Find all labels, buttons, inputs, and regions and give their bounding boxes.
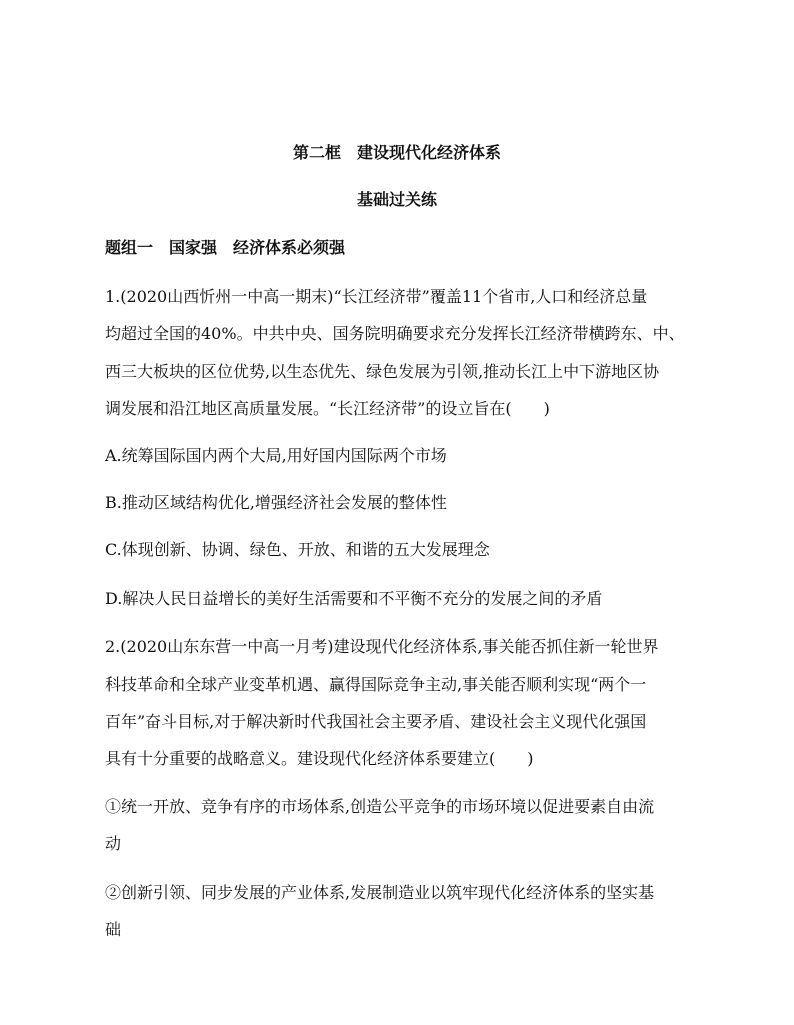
question-stem-line: 百年”奋斗目标,对于解决新时代我国社会主要矛盾、建设社会主义现代化强国 (105, 712, 647, 731)
question-stem-line: 1.(2020山西忻州一中高一期末)“长江经济带”覆盖11个省市,人口和经济总量 (105, 287, 648, 306)
statement-1-continuation: 动 (105, 834, 122, 853)
option-d: D.解决人民日益增长的美好生活需要和不平衡不充分的发展之间的矛盾 (105, 589, 603, 608)
question-stem-line: 科技革命和全球产业变革机遇、赢得国际竞争主动,事关能否顺利实现“两个一 (105, 675, 647, 694)
option-c: C.体现创新、协调、绿色、开放、和谐的五大发展理念 (105, 540, 490, 559)
statement-1: ①统一开放、竞争有序的市场体系,创造公平竞争的市场环境以促进要素自由流 (105, 797, 655, 816)
question-stem-line: 均超过全国的40%。中共中央、国务院明确要求充分发挥长江经济带横跨东、中、 (105, 324, 685, 343)
question-stem-line: 调发展和沿江地区高质量发展。“长江经济带”的设立旨在( ) (105, 399, 550, 418)
option-a: A.统筹国际国内两个大局,用好国内国际两个市场 (105, 446, 447, 465)
option-b: B.推动区域结构优化,增强经济社会发展的整体性 (105, 493, 447, 512)
statement-2-continuation: 础 (105, 920, 122, 939)
statement-2: ②创新引领、同步发展的产业体系,发展制造业以筑牢现代化经济体系的坚实基 (105, 883, 655, 902)
section-subtitle: 基础过关练 (356, 190, 437, 209)
page-title: 第二框 建设现代化经济体系 (292, 143, 501, 162)
question-stem-line: 西三大板块的区位优势,以生态优先、绿色发展为引领,推动长江上中下游地区协 (105, 362, 660, 381)
question-stem-line: 具有十分重要的战略意义。建设现代化经济体系要建立( ) (105, 749, 534, 768)
group-heading: 题组一 国家强 经济体系必须强 (105, 238, 346, 257)
question-stem-line: 2.(2020山东东营一中高一月考)建设现代化经济体系,事关能否抓住新一轮世界 (105, 637, 659, 656)
